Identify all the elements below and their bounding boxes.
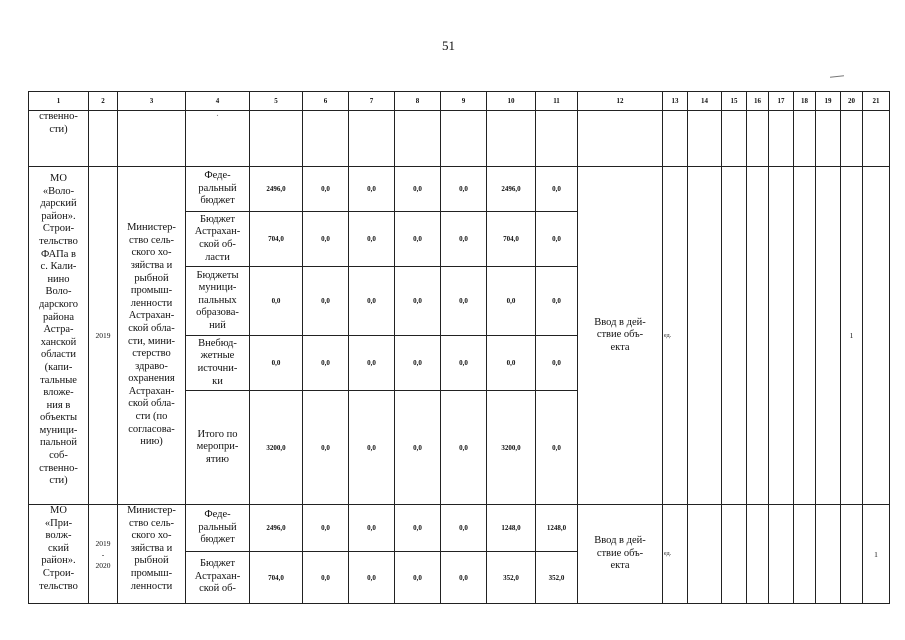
executor-cell: Министер- ство сель- ского хо- зяйства и рыбной промыш- ленности Астрахан- ской обла- сти, мини- стерство здраво- охранения Астрахан- ской обла- сти (по согласова- нию) (118, 167, 186, 505)
value-cell: 0,0 (349, 212, 395, 267)
object-name-cell: МО «При- волж- ский район». Строи- тельство (29, 505, 89, 604)
value-cell: 0,0 (349, 505, 395, 552)
page-number: 51 (442, 38, 455, 53)
header-cell: 6 (303, 92, 349, 111)
executor-cell: Министер- ство сель- ского хо- зяйства и рыбной промыш- ленности (118, 505, 186, 604)
value-cell: 352,0 (536, 552, 578, 604)
header-cell: 19 (816, 92, 841, 111)
table-row (29, 505, 890, 552)
unit-cell: ед. (663, 505, 688, 604)
value-cell: 0,0 (487, 336, 536, 391)
value-cell: 0,0 (303, 505, 349, 552)
value-cell: 1248,0 (487, 505, 536, 552)
header-cell: 15 (722, 92, 747, 111)
funding-source-total: Итого по меропри- ятию (186, 391, 250, 505)
header-cell: 2 (89, 92, 118, 111)
table-row (29, 167, 890, 212)
object-name-cell: МО «Воло- дарский район». Строи- тельство ФАПа в с. Кали- нино Воло- дарского района Астра- ханской области (капи- тальные вложе- ния в объекты муници- пальной соб- ственно- сти) (29, 167, 89, 505)
value-cell: 0,0 (395, 505, 441, 552)
value-cell: 0,0 (250, 336, 303, 391)
header-cell: 13 (663, 92, 688, 111)
value-cell: 3200,0 (487, 391, 536, 505)
value-cell: 0,0 (536, 336, 578, 391)
header-cell: 20 (841, 92, 863, 111)
value-cell: 0,0 (487, 267, 536, 336)
funding-source: Внебюд- жетные источни- ки (186, 336, 250, 391)
funding-source: Бюджет Астрахан- ской об- ласти (186, 212, 250, 267)
column-number-row (29, 92, 890, 111)
indicator-cell: Ввод в дей- ствие объ- екта (578, 167, 663, 505)
continuation-object-text: ственно- сти) (29, 111, 89, 167)
value-cell: 0,0 (441, 167, 487, 212)
value-cell: 0,0 (441, 267, 487, 336)
stray-mark: · (186, 111, 250, 167)
value-cell: 0,0 (303, 267, 349, 336)
indicator-cell: Ввод в дей- ствие объ- екта (578, 505, 663, 604)
value-cell: 0,0 (536, 267, 578, 336)
value-cell: 704,0 (487, 212, 536, 267)
funding-source: Бюджет Астрахан- ской об- (186, 552, 250, 604)
header-cell: 8 (395, 92, 441, 111)
value-cell: 0,0 (303, 391, 349, 505)
header-cell: 21 (863, 92, 890, 111)
value-cell: 2496,0 (487, 167, 536, 212)
value-cell: 704,0 (250, 212, 303, 267)
header-cell: 7 (349, 92, 395, 111)
funding-source: Феде- ральный бюджет (186, 167, 250, 212)
value-cell: 0,0 (303, 167, 349, 212)
value-cell: 0,0 (441, 336, 487, 391)
header-cell: 9 (441, 92, 487, 111)
target-value-cell: 1 (841, 167, 863, 505)
corner-mark (830, 75, 844, 77)
value-cell: 0,0 (441, 391, 487, 505)
value-cell: 2496,0 (250, 505, 303, 552)
year-cell: 2019 - 2020 (89, 505, 118, 604)
value-cell: 0,0 (349, 552, 395, 604)
value-cell: 0,0 (349, 336, 395, 391)
header-cell: 1 (29, 92, 89, 111)
value-cell: 0,0 (395, 212, 441, 267)
value-cell: 0,0 (349, 391, 395, 505)
header-cell: 12 (578, 92, 663, 111)
funding-source: Феде- ральный бюджет (186, 505, 250, 552)
value-cell: 3200,0 (250, 391, 303, 505)
value-cell: 0,0 (395, 391, 441, 505)
value-cell: 0,0 (250, 267, 303, 336)
value-cell: 0,0 (395, 267, 441, 336)
value-cell: 0,0 (395, 167, 441, 212)
header-cell: 3 (118, 92, 186, 111)
value-cell: 0,0 (536, 212, 578, 267)
funding-source: Бюджеты муници- пальных образова- ний (186, 267, 250, 336)
value-cell: 0,0 (441, 212, 487, 267)
value-cell: 352,0 (487, 552, 536, 604)
continuation-row (29, 111, 890, 167)
header-cell: 11 (536, 92, 578, 111)
value-cell: 0,0 (303, 336, 349, 391)
value-cell: 0,0 (536, 391, 578, 505)
value-cell: 0,0 (395, 336, 441, 391)
value-cell: 0,0 (441, 505, 487, 552)
value-cell: 0,0 (349, 167, 395, 212)
unit-cell: ед. (663, 167, 688, 505)
value-cell: 704,0 (250, 552, 303, 604)
value-cell: 0,0 (303, 212, 349, 267)
header-cell: 17 (769, 92, 794, 111)
value-cell: 0,0 (349, 267, 395, 336)
header-cell: 10 (487, 92, 536, 111)
value-cell: 0,0 (303, 552, 349, 604)
value-cell: 0,0 (441, 552, 487, 604)
header-cell: 14 (688, 92, 722, 111)
value-cell: 1248,0 (536, 505, 578, 552)
header-cell: 16 (747, 92, 769, 111)
value-cell: 2496,0 (250, 167, 303, 212)
value-cell: 0,0 (536, 167, 578, 212)
header-cell: 4 (186, 92, 250, 111)
year-cell: 2019 (89, 167, 118, 505)
target-value-cell: 1 (863, 505, 890, 604)
header-cell: 5 (250, 92, 303, 111)
value-cell: 0,0 (395, 552, 441, 604)
program-table (28, 91, 890, 604)
header-cell: 18 (794, 92, 816, 111)
